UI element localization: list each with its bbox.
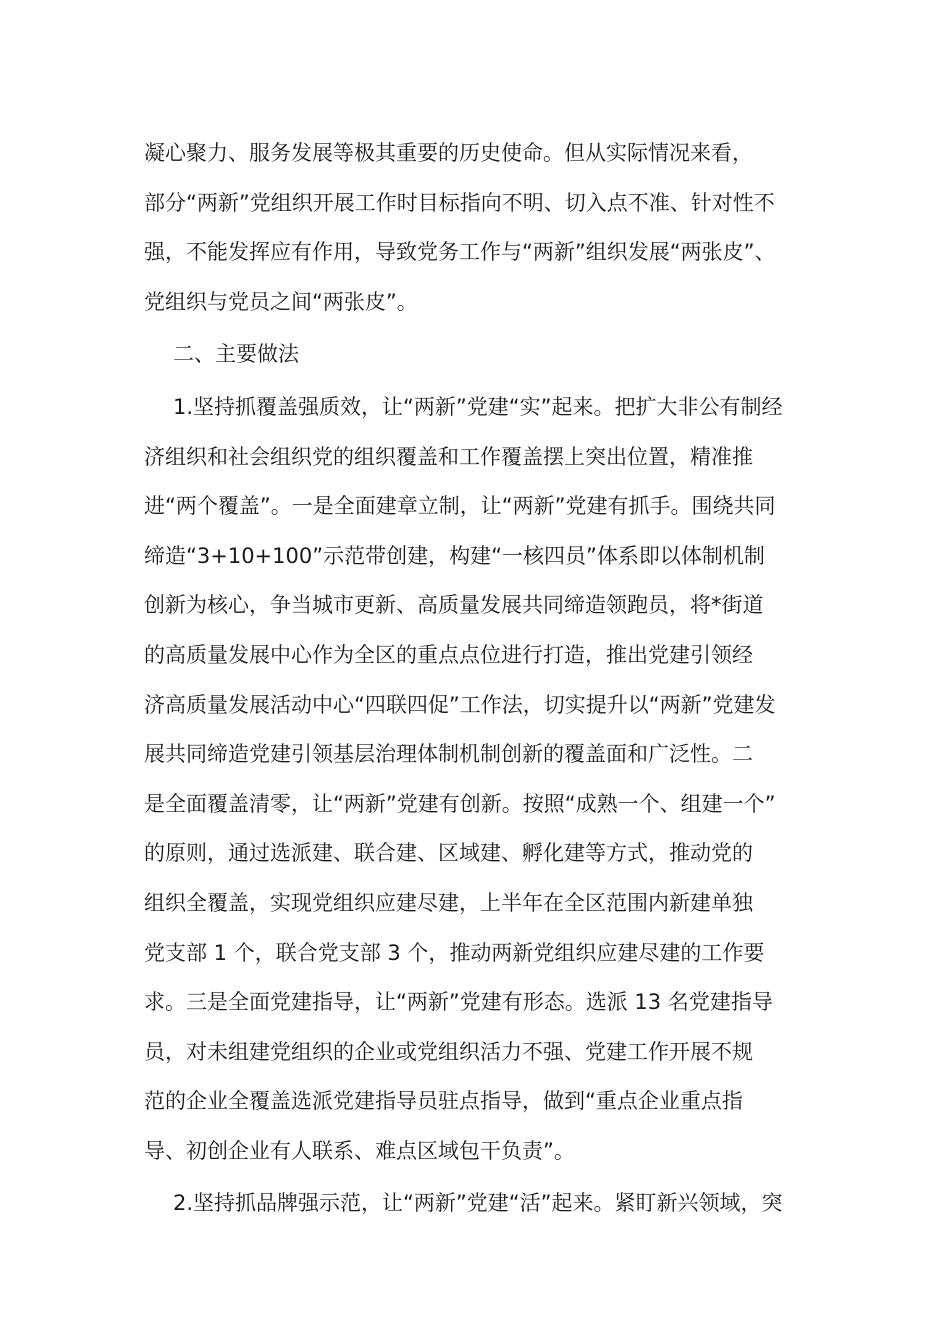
- text-line: 党支部 1 个，联合党支部 3 个，推动两新党组织应建尽建的工作要: [144, 940, 765, 965]
- paragraph-item-1: [144, 383, 808, 1177]
- text-line: 部分“两新”党组织开展工作时目标指向不明、切入点不准、针对性不: [144, 190, 775, 215]
- text-line: 凝心聚力、服务发展等极其重要的历史使命。但从实际情况来看，: [144, 141, 753, 165]
- text-line: 范的企业全覆盖选派党建指导员驻点指导，做到“重点企业重点指: [144, 1089, 743, 1114]
- paragraph-continuation: [144, 129, 808, 327]
- text-line: 的高质量发展中心作为全区的重点点位进行打造，推出党建引领经: [144, 642, 753, 667]
- text-line: 党组织与党员之间“两张皮”。: [144, 289, 418, 314]
- text-line: 组织全覆盖，实现党组织应建尽建，上半年在全区范围内新建单独: [144, 890, 753, 915]
- paragraph-item-2: [144, 1179, 808, 1229]
- text-line: 是全面覆盖清零，让“两新”党建有创新。按照“成熟一个、组建一个”: [144, 791, 776, 816]
- text-line: 导、初创企业有人联系、难点区域包干负责”。: [144, 1138, 575, 1163]
- text-line: 缔造“3+10+100”示范带创建，构建“一核四员”体系即以体制机制: [144, 543, 765, 568]
- text-line: 的原则，通过选派建、联合建、区域建、孵化建等方式，推动党的: [144, 841, 753, 866]
- section-heading: [144, 330, 808, 380]
- text-line: 求。三是全面党建指导，让“两新”党建有形态。选派 13 名党建指导: [144, 990, 773, 1015]
- text-line: 济高质量发展活动中心“四联四促”工作法，切实提升以“两新”党建发: [144, 692, 776, 717]
- text-line: 员，对未组建党组织的企业或党组织活力不强、党建工作开展不规: [144, 1039, 753, 1064]
- text-line: 进“两个覆盖”。一是全面建章立制，让“两新”党建有抓手。围绕共同: [144, 494, 776, 519]
- text-line: 展共同缔造党建引领基层治理体制机制创新的覆盖面和广泛性。二: [144, 742, 753, 767]
- text-line: 创新为核心，争当城市更新、高质量发展共同缔造领跑员，将*街道: [144, 593, 764, 618]
- text-line: 2.坚持抓品牌强示范，让“两新”党建“活”起来。紧盯新兴领域，突: [173, 1191, 783, 1216]
- heading-text: 二、主要做法: [173, 342, 299, 367]
- text-line: 强，不能发挥应有作用，导致党务工作与“两新”组织发展“两张皮”、: [144, 240, 776, 265]
- document-body: [144, 129, 808, 1229]
- text-line: 济组织和社会组织党的组织覆盖和工作覆盖摆上突出位置，精准推: [144, 444, 753, 469]
- text-line: 1.坚持抓覆盖强质效，让“两新”党建“实”起来。把扩大非公有制经: [173, 394, 783, 419]
